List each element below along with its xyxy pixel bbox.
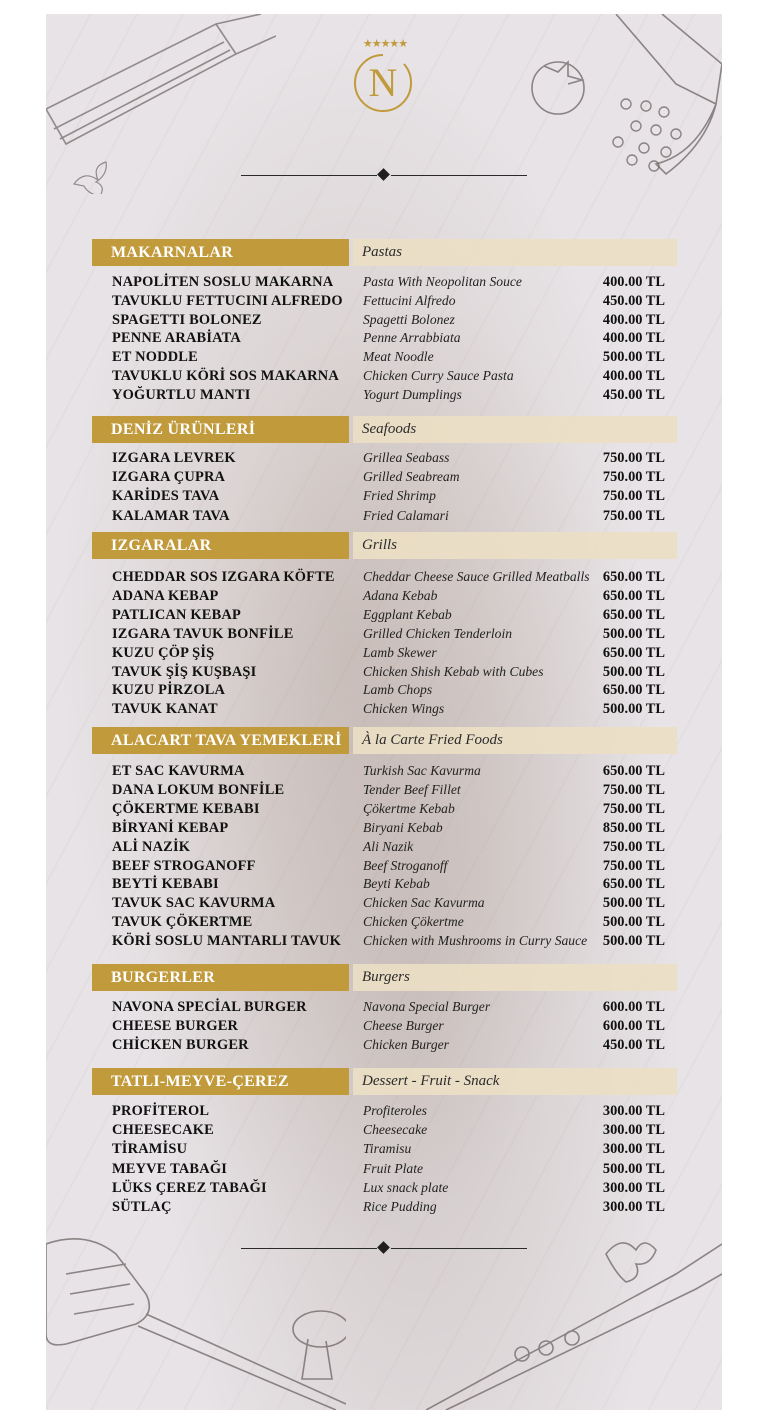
item-name-en: Beef Stroganoff xyxy=(363,857,448,873)
section-header xyxy=(92,964,677,991)
item-name-en: Yogurt Dumplings xyxy=(363,386,462,402)
item-name-tr: CHEESE BURGER xyxy=(112,1018,239,1035)
menu-item xyxy=(92,588,677,607)
item-price: 650.00 TL xyxy=(602,569,665,585)
item-price: 500.00 TL xyxy=(602,701,665,718)
item-name-en: Lamb Chops xyxy=(363,682,433,698)
item-name-en: Cheese Burger xyxy=(363,1018,444,1034)
item-price: 500.00 TL xyxy=(602,349,665,366)
section-title-tr: IZGARALAR xyxy=(92,532,349,559)
section-title-tr: TATLI-MEYVE-ÇEREZ xyxy=(92,1068,349,1095)
menu-item xyxy=(92,569,677,588)
section-title-en: À la Carte Fried Foods xyxy=(353,727,677,754)
menu-item xyxy=(92,914,677,933)
item-name-tr: KARİDES TAVA xyxy=(112,488,220,505)
item-name-en: Ali Nazik xyxy=(363,838,414,854)
item-name-en: Chicken Çökertme xyxy=(363,914,464,930)
item-name-en: Grilled Seabream xyxy=(363,469,460,485)
item-name-en: Meat Noodle xyxy=(363,349,434,365)
item-price: 750.00 TL xyxy=(602,488,665,505)
section-title-tr: BURGERLER xyxy=(92,964,349,991)
item-name-tr: ADANA KEBAP xyxy=(112,587,219,604)
item-name-en: Adana Kebab xyxy=(363,587,438,603)
item-price: 500.00 TL xyxy=(602,933,665,950)
menu-item xyxy=(92,999,677,1018)
item-name-en: Profiteroles xyxy=(363,1103,427,1118)
item-name-en: Fettucini Alfredo xyxy=(363,292,456,308)
tomato-peppercorn-illustration xyxy=(506,14,722,214)
menu-item xyxy=(92,626,677,645)
menu-item xyxy=(92,387,677,406)
item-price: 500.00 TL xyxy=(602,914,665,931)
knife-illustration xyxy=(426,1234,722,1410)
item-name-en: Beyti Kebab xyxy=(363,876,430,892)
menu-item xyxy=(92,763,677,782)
section-header xyxy=(92,1068,677,1095)
section-title-en: Grills xyxy=(353,532,677,559)
item-name-tr: TAVUKLU FETTUCINI ALFREDO xyxy=(112,292,343,309)
item-name-tr: IZGARA LEVREK xyxy=(112,450,236,466)
menu-item xyxy=(92,469,677,488)
menu-item xyxy=(92,368,677,387)
item-name-en: Fruit Plate xyxy=(363,1160,424,1176)
item-price: 750.00 TL xyxy=(602,450,665,466)
menu-item xyxy=(92,293,677,312)
item-name-tr: ALİ NAZİK xyxy=(112,838,191,855)
item-price: 750.00 TL xyxy=(602,469,665,486)
item-name-en: Fried Shrimp xyxy=(363,488,436,504)
item-name-tr: CHİCKEN BURGER xyxy=(112,1037,249,1054)
item-price: 850.00 TL xyxy=(602,819,665,836)
menu-item xyxy=(92,664,677,683)
menu-item xyxy=(92,312,677,331)
item-name-en: Tiramisu xyxy=(363,1141,412,1157)
menu-item xyxy=(92,876,677,895)
item-name-tr: CHEESECAKE xyxy=(112,1122,214,1139)
item-name-tr: TAVUK KANAT xyxy=(112,701,218,718)
item-name-tr: NAVONA SPECİAL BURGER xyxy=(112,999,307,1015)
section-title-en: Dessert - Fruit - Snack xyxy=(353,1068,677,1095)
section-title-en: Pastas xyxy=(353,239,677,266)
item-name-tr: NAPOLİTEN SOSLU MAKARNA xyxy=(112,274,334,290)
menu-item xyxy=(92,450,677,469)
item-name-tr: CHEDDAR SOS IZGARA KÖFTE xyxy=(112,569,335,585)
item-name-tr: SÜTLAÇ xyxy=(112,1199,172,1215)
item-price: 300.00 TL xyxy=(602,1199,665,1215)
item-name-tr: KALAMAR TAVA xyxy=(112,507,230,524)
item-name-tr: TAVUK ŞİŞ KUŞBAŞI xyxy=(112,663,257,680)
menu-item xyxy=(92,895,677,914)
menu-item xyxy=(92,701,677,720)
menu-item xyxy=(92,607,677,626)
item-name-en: Chicken Curry Sauce Pasta xyxy=(363,368,514,383)
item-name-tr: PROFİTEROL xyxy=(112,1103,210,1119)
item-price: 450.00 TL xyxy=(602,292,665,309)
item-name-en: Chicken with Mushrooms in Curry Sauce xyxy=(363,933,588,949)
item-name-tr: IZGARA ÇUPRA xyxy=(112,469,226,486)
item-name-en: Rice Pudding xyxy=(363,1199,437,1214)
menu-item xyxy=(92,488,677,507)
item-name-tr: ÇÖKERTME KEBABI xyxy=(112,800,260,817)
item-name-en: Chicken Shish Kebab with Cubes xyxy=(363,663,544,679)
section-title-en: Seafoods xyxy=(353,416,677,443)
item-name-en: Tender Beef Fillet xyxy=(363,781,461,797)
item-name-tr: KUZU ÇÖP ŞİŞ xyxy=(112,644,215,661)
item-name-tr: SPAGETTI BOLONEZ xyxy=(112,311,262,328)
item-name-en: Grilled Chicken Tenderloin xyxy=(363,625,513,641)
section-header xyxy=(92,239,677,266)
menu-item xyxy=(92,1122,677,1141)
menu-item xyxy=(92,682,677,701)
item-price: 650.00 TL xyxy=(602,606,665,623)
menu-item xyxy=(92,820,677,839)
menu-item xyxy=(92,645,677,664)
logo-letter: N xyxy=(368,60,398,105)
item-name-en: Çökertme Kebab xyxy=(363,800,455,816)
item-name-en: Penne Arrabbiata xyxy=(363,330,461,346)
section-title-en: Burgers xyxy=(353,964,677,991)
menu-item xyxy=(92,933,677,952)
item-price: 750.00 TL xyxy=(602,838,665,855)
rating-stars: ★★★★★ xyxy=(362,37,408,50)
menu-item xyxy=(92,858,677,877)
item-name-en: Chicken Burger xyxy=(363,1037,449,1053)
section-title-tr: DENİZ ÜRÜNLERİ xyxy=(92,416,349,443)
menu-item xyxy=(92,1103,677,1122)
brand-logo xyxy=(352,37,414,120)
menu-item xyxy=(92,801,677,820)
item-price: 500.00 TL xyxy=(602,1160,665,1177)
item-name-en: Navona Special Burger xyxy=(363,999,491,1014)
item-name-en: Cheesecake xyxy=(363,1122,428,1138)
menu-item xyxy=(92,1199,677,1218)
item-price: 600.00 TL xyxy=(602,1018,665,1035)
item-price: 400.00 TL xyxy=(602,274,665,290)
item-name-tr: IZGARA TAVUK BONFİLE xyxy=(112,625,294,642)
item-name-tr: PATLICAN KEBAP xyxy=(112,606,241,623)
item-name-en: Eggplant Kebab xyxy=(363,606,452,622)
item-price: 300.00 TL xyxy=(602,1141,665,1158)
menu-item xyxy=(92,1018,677,1037)
section-title-tr: MAKARNALAR xyxy=(92,239,349,266)
item-name-en: Pasta With Neopolitan Souce xyxy=(363,274,522,289)
item-name-tr: KÖRİ SOSLU MANTARLI TAVUK xyxy=(112,933,342,950)
item-name-tr: LÜKS ÇEREZ TABAĞI xyxy=(112,1179,267,1196)
item-name-tr: ET SAC KAVURMA xyxy=(112,763,245,779)
item-price: 400.00 TL xyxy=(602,311,665,328)
item-name-tr: PENNE ARABİATA xyxy=(112,330,241,347)
item-price: 600.00 TL xyxy=(602,999,665,1015)
item-name-tr: TİRAMİSU xyxy=(112,1141,188,1158)
item-price: 500.00 TL xyxy=(602,625,665,642)
item-name-tr: DANA LOKUM BONFİLE xyxy=(112,781,285,798)
menu-item xyxy=(92,1037,677,1056)
menu-item xyxy=(92,839,677,858)
item-name-tr: MEYVE TABAĞI xyxy=(112,1160,228,1177)
item-price: 750.00 TL xyxy=(602,800,665,817)
section-header xyxy=(92,532,677,559)
item-price: 650.00 TL xyxy=(602,682,665,699)
item-name-en: Grillea Seabass xyxy=(363,450,450,465)
item-price: 500.00 TL xyxy=(602,895,665,912)
item-price: 500.00 TL xyxy=(602,663,665,680)
item-price: 300.00 TL xyxy=(602,1103,665,1119)
item-price: 300.00 TL xyxy=(602,1122,665,1139)
menu-item xyxy=(92,274,677,293)
item-name-tr: TAVUKLU KÖRİ SOS MAKARNA xyxy=(112,368,339,384)
item-name-en: Biryani Kebab xyxy=(363,819,443,835)
item-name-tr: ET NODDLE xyxy=(112,349,198,366)
menu-item xyxy=(92,349,677,368)
item-name-en: Spagetti Bolonez xyxy=(363,311,455,327)
item-name-tr: TAVUK SAC KAVURMA xyxy=(112,895,276,912)
item-name-en: Chicken Wings xyxy=(363,701,445,717)
item-price: 650.00 TL xyxy=(602,763,665,779)
item-name-tr: TAVUK ÇÖKERTME xyxy=(112,914,253,931)
menu-item xyxy=(92,782,677,801)
menu-item xyxy=(92,1141,677,1160)
item-price: 650.00 TL xyxy=(602,876,665,893)
menu-item xyxy=(92,1180,677,1199)
item-price: 750.00 TL xyxy=(602,857,665,874)
item-price: 450.00 TL xyxy=(602,1037,665,1054)
section-header xyxy=(92,416,677,443)
item-price: 750.00 TL xyxy=(602,507,665,524)
menu-item xyxy=(92,508,677,527)
menu-item xyxy=(92,1161,677,1180)
section-header xyxy=(92,727,677,754)
item-name-en: Fried Calamari xyxy=(363,507,449,523)
item-name-en: Turkish Sac Kavurma xyxy=(363,763,481,778)
item-name-en: Lux snack plate xyxy=(363,1179,449,1195)
item-price: 450.00 TL xyxy=(602,386,665,403)
item-price: 400.00 TL xyxy=(602,368,665,384)
item-price: 400.00 TL xyxy=(602,330,665,347)
item-name-en: Cheddar Cheese Sauce Grilled Meatballs xyxy=(363,569,590,584)
item-name-tr: BEYTİ KEBABI xyxy=(112,876,219,893)
section-title-tr: ALACART TAVA YEMEKLERİ xyxy=(92,727,349,754)
item-name-tr: BEEF STROGANOFF xyxy=(112,857,256,874)
cutting-board-illustration xyxy=(46,14,276,194)
item-price: 650.00 TL xyxy=(602,587,665,604)
item-price: 750.00 TL xyxy=(602,781,665,798)
bottom-divider xyxy=(241,1241,527,1257)
item-name-tr: KUZU PİRZOLA xyxy=(112,682,226,699)
top-divider xyxy=(241,168,527,184)
item-price: 650.00 TL xyxy=(602,644,665,661)
menu-item xyxy=(92,330,677,349)
item-name-tr: YOĞURTLU MANTI xyxy=(112,386,251,403)
item-name-en: Lamb Skewer xyxy=(363,644,437,660)
item-price: 300.00 TL xyxy=(602,1179,665,1196)
item-name-tr: BİRYANİ KEBAP xyxy=(112,819,229,836)
item-name-en: Chicken Sac Kavurma xyxy=(363,895,485,911)
